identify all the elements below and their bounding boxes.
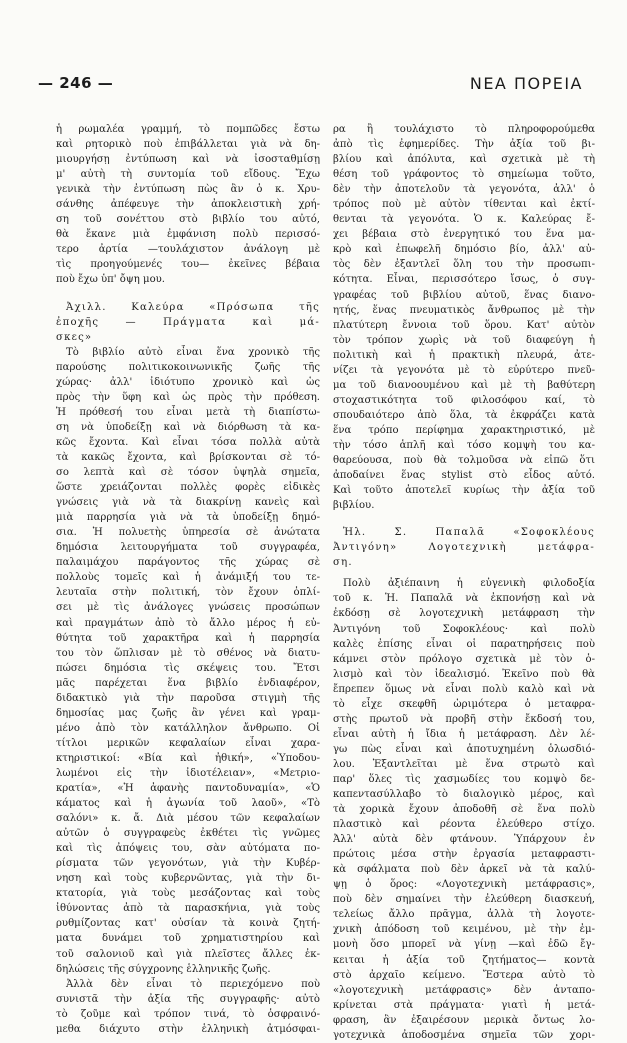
- text-line: Πολὺ ἀξιέπαινη ἡ εὐγενικὴ φιλοδοξία: [343, 578, 595, 590]
- text-line: φραση, ἂν ἐξαιρέσουν μερικὰ ὄντως λο-: [333, 1014, 595, 1026]
- text-line: παρ' ὅλες τὶς χασμωδίες του κομψὸ δε-: [333, 773, 595, 785]
- text-line: κάματος καὶ ἡ ἀγωνία τοῦ λαοῦ», «Τὸ: [56, 798, 320, 810]
- text-line: νίζει τὰ γεγονότα μὲ τὸ εὐρύτερο πνεῦ-: [333, 364, 595, 376]
- text-line: μα τοῦ διανοουμένου καὶ μὲ τὴ βαθύτερη: [333, 379, 595, 391]
- text-line: τίτλοι μερικῶν κεφαλαίων εἶναι χαρα-: [56, 737, 320, 749]
- review-heading: [56, 300, 320, 345]
- heading-line: Ἀντιγόνη» Λογοτεχνικὴ μετάφρα-: [333, 542, 595, 554]
- page-number: — 246 —: [38, 74, 114, 92]
- text-line: μένο ἀπὸ τὸν κατάλληλον ἄνθρωπο. Οἱ: [56, 722, 320, 734]
- text-line: πρὸς τὴν ὕφη καὶ ὡς πρὸς τὴν πρόθεση.: [56, 391, 320, 403]
- text-line: γραφέας τοῦ βιβλίου αὐτοῦ, ἕνας διανο-: [333, 289, 595, 301]
- text-line: ἕνα τρόπο περίφημα χαρακτηριστικό, μὲ: [333, 424, 595, 436]
- text-line: ἐκδόσῃ σὲ λογοτεχνικὴ μετάφραση τὴν: [333, 608, 595, 620]
- text-line: θέση τοῦ γράφοντος τὸ σημείωμα τοῦτο,: [333, 169, 595, 181]
- review-paragraph: [333, 122, 595, 513]
- text-line: χει βέβαια στὸ ἐνεργητικό του ἕνα μα-: [333, 229, 595, 241]
- text-line: γοτεχνικὰ ἀποδοσμένα σημεῖα τῶν χορι-: [333, 1029, 595, 1041]
- text-line: αὐτῶν ὁ συγγραφεὺς ἐκθέτει τὶς γνῶμες: [56, 828, 320, 840]
- text-line: τὸς δὲν ἐξαντλεῖ ὅλη του τὴν προσωπι-: [333, 259, 595, 271]
- text-line: γνώσεις γιὰ νὰ τὰ διακρίνῃ κανεὶς καὶ: [56, 497, 320, 509]
- text-line: μ' αὐτὴ τὴ συντομία τοῦ εἴδους. Ἔχω: [56, 169, 320, 181]
- text-line: τὸ εἶχε σκεφθῆ ὡριμότερα ὁ μεταφρα-: [333, 698, 595, 710]
- text-line: κῶς ἔχοντα. Καὶ εἶναι τόσα πολλὰ αὐτὰ: [56, 436, 320, 448]
- journal-title: ΝΕΑ ΠΟΡΕΙΑ: [469, 73, 583, 93]
- paragraph-gap: [56, 288, 320, 300]
- text-line: εἶναι αὐτὴ ἡ ἴδια ἡ μετάφραση. Δὲν λέ-: [333, 728, 595, 740]
- text-line: πλαστικὸ καὶ ρέοντα ἐλεύθερο στίχο.: [333, 819, 595, 831]
- review-paragraph: [56, 122, 320, 288]
- text-line: καὶ τὶς ἀπόψεις του, σὰν αὐτόματα πο-: [56, 843, 320, 855]
- text-line: σάνθης ἀπέφευγε τὴν ἀποκλειστικὴ χρή-: [56, 199, 320, 211]
- text-line: του τὸν ὥπλισαν μὲ τὸ σθένος νὰ διατυ-: [56, 647, 320, 659]
- text-line: ποὺ ἔχω ὑπ' ὄψη μου.: [56, 274, 166, 286]
- text-line: βιβλίου.: [333, 500, 375, 512]
- text-line: ρυθμίζοντας κατ' οὐσίαν τὰ κοινὰ ζητή-: [56, 918, 320, 930]
- text-line: κτηριστικοί: «Βία καὶ ἠθική», «Ὑποδου-: [56, 752, 320, 764]
- text-line: λισμὸ καὶ τὸν ἰδεαλισμό. Ἐκεῖνο ποὺ θὰ: [333, 668, 595, 680]
- left-column: [56, 122, 320, 1037]
- text-line: σο λεπτὰ καὶ σὲ τόσον ὑψηλὰ σημεῖα,: [56, 467, 320, 479]
- text-line: στὴς πρωτοῦ νὰ προβῆ στὴν ἔκδοσή του,: [333, 713, 595, 725]
- running-header: [38, 70, 583, 96]
- text-line: σαλόνι» κ. ἄ. Διὰ μέσου τῶν κεφαλαίων: [56, 813, 320, 825]
- text-line: δὲν τὴν ἀποτελοῦν τὰ γεγονότα, ἀλλ' ὁ: [333, 184, 595, 196]
- heading-line: Ἠλ. Σ. Παπαλᾶ «Σοφοκλέους: [343, 527, 595, 539]
- text-line: μᾶς παρέχεται ἕνα βιβλίο ἐνδιαφέρον,: [56, 677, 320, 689]
- text-line: παρούσης πολιτικοκοινωνικῆς ζωῆς τῆς: [56, 361, 320, 373]
- text-line: κειται ἡ ἀξία τοῦ ζητήματος— κοντὰ: [333, 954, 595, 966]
- heading-line: σκες»: [56, 331, 93, 343]
- text-line: λου. Ἐξαντλεῖται μὲ ἕνα στρωτὸ καὶ: [333, 758, 595, 770]
- text-line: ἰθύνοντας ἀπὸ τὰ παρασκήνια, γιὰ τοὺς: [56, 903, 320, 915]
- text-line: σει μὲ τὶς ἀνάλογες γνώσεις προσώπων: [56, 602, 320, 614]
- text-line: καὶ ρητορικὸ ποὺ ἐπιβάλλεται γιὰ νὰ δη-: [56, 139, 320, 151]
- text-line: θαρεύουσα, ποὺ θὰ τολμοῦσα νὰ εἰπῶ ὅτι: [333, 455, 595, 467]
- text-line: θὰ ἔκανε μιὰ ἐμφάνιση πολὺ περισσό-: [56, 229, 320, 241]
- text-line: παλαιμάχου παράγοντος τῆς χώρας σὲ: [56, 557, 320, 569]
- text-line: ἀπὸ τὶς ἐφημερίδες. Τὴν ἀξία τοῦ βι-: [333, 139, 595, 151]
- text-line: Καὶ τοῦτο ἀποτελεῖ κυρίως τὴν ἀξία τοῦ: [333, 485, 595, 497]
- text-line: ὥστε χρειάζονται πολλὲς φορὲς εἰδικὲς: [56, 482, 320, 494]
- text-line: χνικὴ ἀπόδοση τοῦ κειμένου, μὲ τὴν ἐμ-: [333, 924, 595, 936]
- text-line: τελείως ἄλλο πρᾶγμα, ἀλλὰ τὴ λογοτε-: [333, 909, 595, 921]
- text-line: μεθα διάχυτο στὴν ἑλληνικὴ ἀτμόσφαι-: [56, 1023, 320, 1035]
- text-line: μονὴ ὅσο μπορεῖ νὰ γίνῃ —καὶ ἐδῶ ἔγ-: [333, 939, 595, 951]
- text-line: καὶ πραγμάτων ἀπὸ τὸ ἄλλο μέρος ἡ εὐ-: [56, 617, 320, 629]
- text-line: κρὸ καὶ ἐπωφελῆ δημόσιο βίο, ἀλλ' αὐ-: [333, 244, 595, 256]
- text-line: τερο ἀρτία —τουλάχιστον ἀνάλογη μὲ: [56, 244, 320, 256]
- review-paragraph: [56, 345, 320, 977]
- heading-line: ση.: [333, 557, 353, 569]
- text-line: κάμνει στὸν πρόλογο σχετικὰ μὲ τὸν ὁ-: [333, 653, 595, 665]
- text-line: Ἡ πρόθεσή του εἶναι μετὰ τὴ διαπίστω-: [56, 406, 320, 418]
- text-line: νηση καὶ τοὺς κυβερνῶντας, γιὰ τὴν δι-: [56, 873, 320, 885]
- heading-line: Ἀχιλλ. Καλεύρα «Πρόσωπα τῆς: [66, 301, 320, 313]
- text-line: κτατορία, γιὰ τοὺς μεσάζοντας καὶ τοὺς: [56, 888, 320, 900]
- text-line: δηλώσεις τῆς σύγχρονης ἑλληνικῆς ζωῆς.: [56, 963, 271, 975]
- text-line: στοχαστικότητα τοῦ φιλοσόφου καί, τὸ: [333, 394, 595, 406]
- text-line: καλὲς ἐπίσης εἶναι οἱ παρατηρήσεις ποὺ: [333, 638, 595, 650]
- right-column: [333, 122, 595, 1043]
- text-line: ση νὰ ὑποδείξῃ καὶ νὰ διόρθωση τὰ κα-: [56, 421, 320, 433]
- review-paragraph: [56, 977, 320, 1037]
- text-line: δημόσια λειτουργήματα τοῦ συγγραφέα,: [56, 542, 320, 554]
- text-line: τὸν τρόπον χωρὶς νὰ τοῦ διαφεύγη ἡ: [333, 334, 595, 346]
- text-line: χώρας· ἀλλ' ἰδιότυπο χρονικὸ καὶ ὡς: [56, 376, 320, 388]
- text-line: κὰ σφάλματα ποὺ δὲν ἀρκεῖ νὰ τὰ καλύ-: [333, 864, 595, 876]
- text-line: γενικὰ τὴν ἐντύπωση πὼς ἂν ὁ κ. Χρυ-: [56, 184, 320, 196]
- text-line: Ἀλλὰ δὲν εἶναι τὸ περιεχόμενο ποὺ: [66, 978, 320, 990]
- paragraph-gap: [333, 513, 595, 525]
- text-line: τοῦ κ. Ἡ. Παπαλᾶ νὰ ἐκπονήσῃ καὶ νὰ: [333, 593, 595, 605]
- text-line: μιουργήσῃ ἐντύπωση καὶ νὰ ἰσοσταθμίσῃ: [56, 154, 320, 166]
- text-line: θύτητα τοῦ χαρακτῆρα καὶ ἡ παρρησία: [56, 632, 320, 644]
- review-heading: [333, 525, 595, 570]
- heading-line: ἐποχῆς — Πράγματα καὶ μά-: [56, 316, 320, 328]
- text-line: Ἀντιγόνη τοῦ Σοφοκλέους· καὶ πολὺ: [333, 623, 595, 635]
- text-line: ἔπρεπεν ὅμως νὰ εἶναι πολὺ καλὸ καὶ νὰ: [333, 683, 595, 695]
- text-line: σπουδαιότερο ἀπὸ ὅλα, τὰ ἐκφράζει κατὰ: [333, 409, 595, 421]
- text-line: λωμένοι εἰς τὴν ἰδιοτέλειαν», «Μετριο-: [56, 767, 320, 779]
- text-line: ματα δυνάμει τοῦ χρηματιστηρίου καὶ: [56, 933, 320, 945]
- text-line: πλατύτερη ἔννοια τοῦ ὅρου. Κατ' αὐτὸν: [333, 319, 595, 331]
- text-line: διδακτικὸ γιὰ τὴν παροῦσα στιγμὴ τῆς: [56, 692, 320, 704]
- text-line: τρόπος ποὺ μὲ αὐτὸν τίθενται καὶ ἐκτί-: [333, 199, 595, 211]
- text-line: τὶς προηγούμενές του— ἐκεῖνες βέβαια: [56, 259, 320, 271]
- text-line: κρατία», «Ἡ ἀφανὴς παντοδυναμία», «Ὁ: [56, 783, 320, 795]
- text-line: πολλοὺς τομεῖς καὶ ἡ ἀνάμιξή του τε-: [56, 572, 320, 584]
- text-line: πώσει δημόσια τὶς σκέψεις του. Ἔτσι: [56, 662, 320, 674]
- text-line: ρα ἢ τουλάχιστο τὸ πληροφορούμεθα: [333, 124, 595, 135]
- text-line: δημοσίας μας ζωῆς ἂν γένει καὶ γραμ-: [56, 707, 320, 719]
- text-line: τὰ χορικὰ ἔχουν ἀποδοθῆ σὲ ἕνα πολὺ: [333, 804, 595, 816]
- text-line: Τὸ βιβλίο αὐτὸ εἶναι ἕνα χρονικὸ τῆς: [66, 346, 320, 358]
- text-line: θενται τὰ γεγονότα. Ὁ κ. Καλεύρας ἔ-: [333, 214, 595, 226]
- text-line: κρίνεται στὰ πράγματα· γιατὶ ἡ μετά-: [333, 999, 595, 1011]
- text-line: συνιστᾶ τὴν ἀξία τῆς συγγραφῆς· αὐτὸ: [56, 993, 320, 1005]
- text-line: ητής, ἕνας πνευματικὸς ἄνθρωπος μὲ τὴν: [333, 304, 595, 316]
- text-line: «λογοτεχνικὴ μετάφρασις» δὲν ἀνταπο-: [333, 984, 595, 996]
- text-line: τὰ κακῶς ἔχοντα, καὶ βρίσκονται σὲ τό-: [56, 451, 320, 463]
- text-line: τὸ ζοῦμε καὶ τρόπον τινά, τὸ ὁσφραινό-: [56, 1008, 320, 1020]
- text-line: τοῦ σαλονιοῦ καὶ γιὰ πλεῖστες ἄλλες ἐκ-: [56, 948, 320, 960]
- text-line: πρώτοις μέσα στὴν ἐργασία μεταφραστι-: [333, 849, 595, 861]
- text-line: γω πὼς εἶναι καὶ ἀποτυχημένη ὁλωσδιό-: [333, 743, 595, 755]
- text-line: ἀποδαίνει ἕνας stylist στὸ εἶδος αὐτό.: [333, 470, 595, 482]
- text-line: καπεντασύλλαβο τὸ διαλογικὸ μέρος, καὶ: [333, 789, 595, 801]
- text-line: ἡ ρωμαλέα γραμμή, τὸ πομπῶδες ἔστω: [56, 124, 320, 135]
- text-line: ψῃ ὁ ὅρος: «Λογοτεχνικὴ μετάφρασις»,: [333, 879, 595, 891]
- text-line: μιὰ παρρησία γιὰ νὰ τὰ ὑποδείξῃ δημό-: [56, 512, 320, 524]
- text-line: βλίου καὶ ἀπόλυτα, καὶ σχετικὰ μὲ τὴ: [333, 154, 595, 166]
- text-line: ποὺ δὲν σημαίνει τὴν ἐλεύθερη διασκευή,: [333, 894, 595, 906]
- review-paragraph: [333, 576, 595, 1042]
- text-line: λευταῖα στὴν πολιτική, τὸν ἔχουν ὁπλί-: [56, 587, 320, 599]
- text-line: τὴν τόσο ἁπλῆ καὶ τόσο κομψὴ του κα-: [333, 439, 595, 451]
- text-line: Ἀλλ' αὐτὰ δὲν φτάνουν. Ὑπάρχουν ἐν: [333, 834, 595, 846]
- text-line: ση τοῦ σονέττου στὸ βιβλίο του αὐτό,: [56, 214, 320, 226]
- text-line: στὸ ἀρχαῖο κείμενο. Ἔστερα αὐτὸ τὸ: [333, 969, 595, 981]
- text-line: ρίσματα τῶν γεγονότων, γιὰ τὴν Κυβέρ-: [56, 858, 320, 870]
- text-line: σια. Ἡ πολυετὴς ὑπηρεσία σὲ ἀνώτατα: [56, 527, 320, 539]
- text-line: κότητα. Εἶναι, περισσότερο ἴσως, ὁ συγ-: [333, 274, 595, 286]
- text-line: πολιτικὴ καὶ ἡ πρακτικὴ πλευρά, ἀτε-: [333, 349, 595, 361]
